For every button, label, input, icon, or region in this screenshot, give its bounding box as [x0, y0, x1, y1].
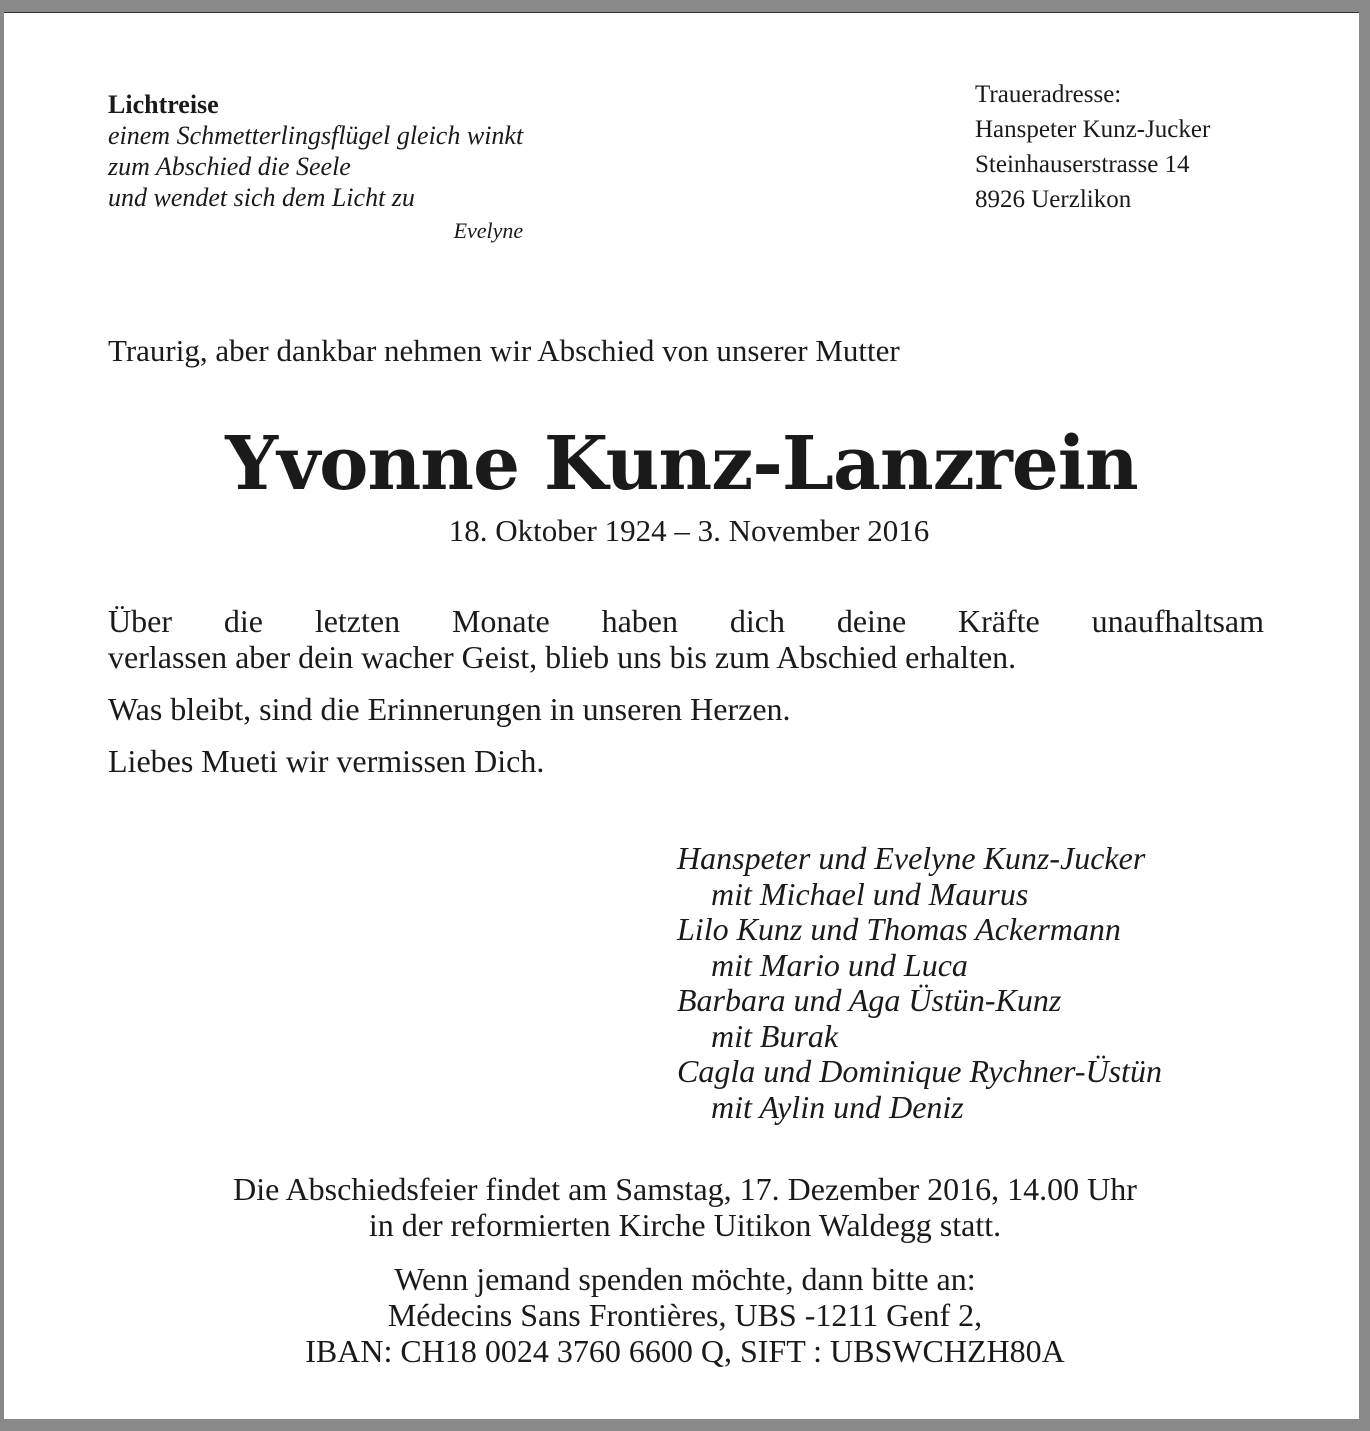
- poem-title: Lichtreise: [108, 90, 219, 119]
- body-line: Was bleibt, sind die Erinnerungen in unseren Herzen.: [108, 691, 791, 727]
- donation-line: Wenn jemand spenden möchte, dann bitte an:: [394, 1261, 976, 1297]
- body-text: [108, 603, 1264, 795]
- family-names: Hanspeter und Evelyne Kunz-Jucker: [677, 840, 1146, 876]
- body-line: Liebes Mueti wir vermissen Dich.: [108, 743, 545, 779]
- address-name: Hanspeter Kunz-Jucker: [975, 116, 1211, 143]
- family-names: Barbara und Aga Üstün-Kunz: [677, 982, 1062, 1018]
- ceremony-line: Die Abschiedsfeier findet am Samstag, 17. Dezember 2016, 14.00 Uhr: [233, 1171, 1137, 1207]
- family-names: Cagla und Dominique Rychner-Üstün: [677, 1053, 1162, 1089]
- family-children: mit Mario und Luca: [711, 946, 968, 983]
- family-list: [677, 841, 1162, 1125]
- intro-text: Traurig, aber dankbar nehmen wir Abschied von unserer Mutter: [108, 333, 900, 368]
- ceremony-info: [4, 1171, 1366, 1243]
- address-street: Steinhauserstrasse 14: [975, 151, 1190, 178]
- body-line: Über die letzten Monate haben dich deine Kräfte unaufhaltsam: [108, 603, 1264, 639]
- poem-line: einem Schmetterlingsflügel gleich winkt: [108, 121, 524, 150]
- family-children: mit Aylin und Deniz: [711, 1088, 964, 1125]
- donation-info: [4, 1261, 1366, 1369]
- body-line: verlassen aber dein wacher Geist, blieb uns bis zum Abschied erhalten.: [108, 639, 1017, 675]
- address-city: 8926 Uerzlikon: [975, 186, 1132, 213]
- family-names: Lilo Kunz und Thomas Ackermann: [677, 911, 1121, 947]
- poem-author: Evelyne: [453, 218, 524, 243]
- address-label: Traueradresse:: [975, 81, 1122, 108]
- family-children: mit Michael und Maurus: [711, 875, 1029, 912]
- ceremony-line: in der reformierten Kirche Uitikon Waldegg statt.: [368, 1207, 1002, 1243]
- poem: [108, 89, 523, 246]
- poem-line: zum Abschied die Seele: [108, 152, 351, 181]
- donation-line: Médecins Sans Frontières, UBS -1211 Genf 2,: [387, 1297, 983, 1333]
- donation-line: IBAN: CH18 0024 3760 6600 Q, SIFT : UBSWCHZH80A: [305, 1333, 1065, 1369]
- mourning-address: [975, 77, 1210, 217]
- poem-line: und wendet sich dem Licht zu: [108, 183, 415, 212]
- obituary-page: [4, 12, 1359, 1419]
- life-dates: 18. Oktober 1924 – 3. November 2016: [448, 513, 930, 548]
- family-children: mit Burak: [711, 1017, 839, 1054]
- deceased-name: Yvonne Kunz-Lanzrein: [225, 421, 1138, 507]
